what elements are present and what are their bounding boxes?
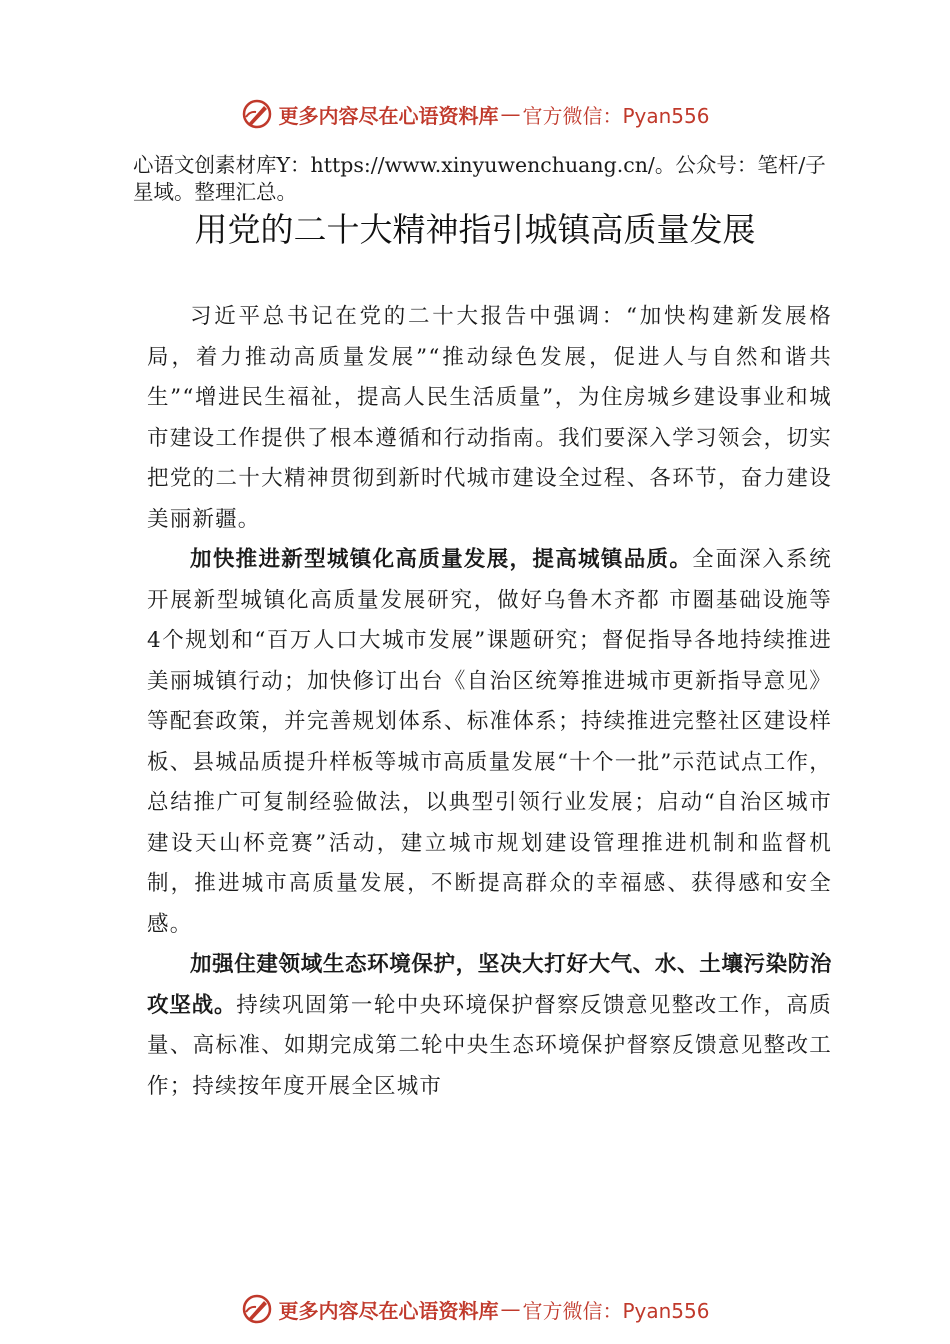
banner-main-text: 更多内容尽在心语资料库 [278,103,499,128]
pen-logo-icon [240,97,274,131]
paragraph-3-text: 持续巩固第一轮中央环境保护督察反馈意见整改工作，高质量、高标准、如期完成第二轮中央生态环境保护督察反馈意见整改工作；持续按年度开展全区城市 [147,992,833,1099]
paragraph-2-text: 全面深入系统开展新型城镇化高质量发展研究，做好乌鲁木齐都 市圈基础设施等 4个规划和“百万人口大城市发展”课题研究；督促指导各地持续推进美丽城镇行动；加快修订出台《自治区统筹推进城市更新指导意见》等配套政策，并完善规划体系、标准体系；持续推进完整社区建设样板、县城品质提升样板等城市高质量发展“十个一批”示范试点工作，总结推广可复制经验做法，以典型引领行业发展；启动“自治区城市建设天山杯竞赛”活动，建立城市规划建设管理推进机制和监督机制，推进城市高质量发展，不断提高群众的幸福感、获得感和安全感。 [147,547,833,937]
paragraph-2-heading: 加快推进新型城镇化高质量发展，提高城镇品质。 [190,547,693,572]
footer-banner [0,1289,950,1329]
banner-wechat-text: 官方微信：Pyan556 [522,103,710,128]
paragraph-1 [147,297,832,540]
banner-main-text: 更多内容尽在心语资料库 [278,1298,499,1323]
paragraph-3-heading: 加强住建领域生态环境保护，坚决大打好大气、水、土壤污染防治攻坚战。 [147,952,832,1018]
document-body [147,297,832,1107]
banner-dash: — [500,102,521,126]
paragraph-3 [147,945,832,1107]
header-banner [0,94,950,134]
paragraph-1-text: 习近平总书记在党的二十大报告中强调：“加快构建新发展格局，着力推动高质量发展”“推动绿色发展，促进人与自然和谐共生”“增进民生福祉，提高人民生活质量”，为住房城乡建设事业和城市建设工作提供了根本遵循和行动指南。我们要深入学习领会，切实把党的二十大精神贯彻到新时代城市建设全过程、各环节，奋力建设美丽新疆。 [147,304,832,532]
banner-wechat-text: 官方微信：Pyan556 [522,1298,710,1323]
source-note: 心语文创素材库Y：https://www.xinyuwenchuang.cn/。公众号：笔杆/子星域。整理汇总。 [133,153,826,204]
paragraph-2 [147,540,832,945]
banner-dash: — [500,1297,521,1321]
document-title: 用党的二十大精神指引城镇高质量发展 [194,210,756,249]
pen-logo-icon [240,1292,274,1326]
